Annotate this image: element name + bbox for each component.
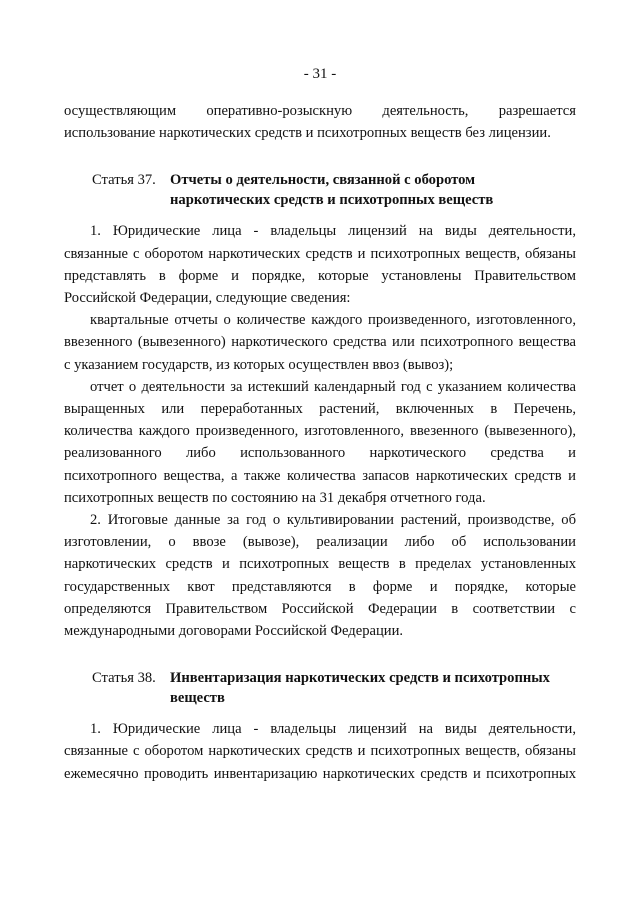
article-37-heading	[64, 170, 576, 210]
text-line: реализованного либо использованного наркотического средства и	[64, 445, 576, 462]
text-line: ввезенного (вывезенного) наркотического средства или психотропного вещества	[64, 334, 576, 351]
text-line: 1. Юридические лица - владельцы лицензий на виды деятельности,	[90, 223, 576, 240]
text-line: квартальные отчеты о количестве каждого произведенного, изготовленного,	[90, 312, 576, 329]
article-label: Статья 38.	[92, 670, 156, 687]
text-line: психотропного вещества, а также количества запасов наркотических средств и	[64, 467, 576, 484]
article-37-paragraph-3	[64, 376, 576, 509]
text-line: международными договорами Российской Федерации.	[64, 623, 404, 640]
text-line: связанные с оборотом наркотических средств и психотропных веществ, обязаны	[64, 743, 576, 760]
text-line: количества каждого произведенного, изготовленного, ввезенного (вывезенного),	[64, 423, 576, 440]
text-line: осуществляющим оперативно-розыскную деятельность, разрешается	[64, 103, 576, 119]
text-line: ежемесячно проводить инвентаризацию наркотических средств и психотропных	[64, 765, 576, 782]
text-line: изготовлении, о ввозе (вывозе), реализации либо об использовании	[64, 534, 576, 551]
text-line: выращенных или переработанных растений, включенных в Перечень,	[64, 401, 576, 418]
article-38-paragraph-1	[64, 718, 576, 785]
article-title: Отчеты о деятельности, связанной с оборотом	[170, 172, 476, 189]
page-content	[64, 100, 576, 785]
intro-paragraph	[64, 100, 576, 144]
text-line: определяются Правительством Российской Федерации в соответствии с	[64, 600, 576, 617]
page-number: - 31 -	[303, 66, 337, 82]
text-line: использование наркотических средств и психотропных веществ без лицензии.	[64, 125, 551, 142]
article-37-paragraph-4	[64, 509, 576, 642]
article-37-paragraph-1	[64, 220, 576, 309]
article-label: Статья 37.	[92, 172, 156, 189]
text-line: психотропных веществ по состоянию на 31 декабря отчетного года.	[64, 489, 486, 506]
article-38-heading	[64, 668, 576, 708]
text-line: наркотических средств и психотропных веществ в пределах установленных	[64, 556, 576, 573]
text-line: отчет о деятельности за истекший календарный год с указанием количества	[90, 378, 576, 395]
text-line: 2. Итоговые данные за год о культивировании растений, производстве, об	[90, 512, 576, 529]
article-title: Инвентаризация наркотических средств и психотропных	[170, 670, 550, 687]
article-title-continued: веществ	[170, 690, 225, 707]
text-line: представлять в форме и порядке, которые установлены Правительством	[64, 267, 576, 284]
text-line: 1. Юридические лица - владельцы лицензий на виды деятельности,	[90, 721, 576, 738]
article-37-paragraph-2	[64, 309, 576, 376]
text-line: связанные с оборотом наркотических средств и психотропных веществ, обязаны	[64, 245, 576, 262]
text-line: с указанием государств, из которых осуществлен ввоз (вывоз);	[64, 356, 454, 373]
text-line: Российской Федерации, следующие сведения:	[64, 290, 351, 307]
text-line: государственных квот представляются в форме и порядке, которые	[64, 578, 576, 595]
article-title-continued: наркотических средств и психотропных веществ	[170, 192, 494, 209]
